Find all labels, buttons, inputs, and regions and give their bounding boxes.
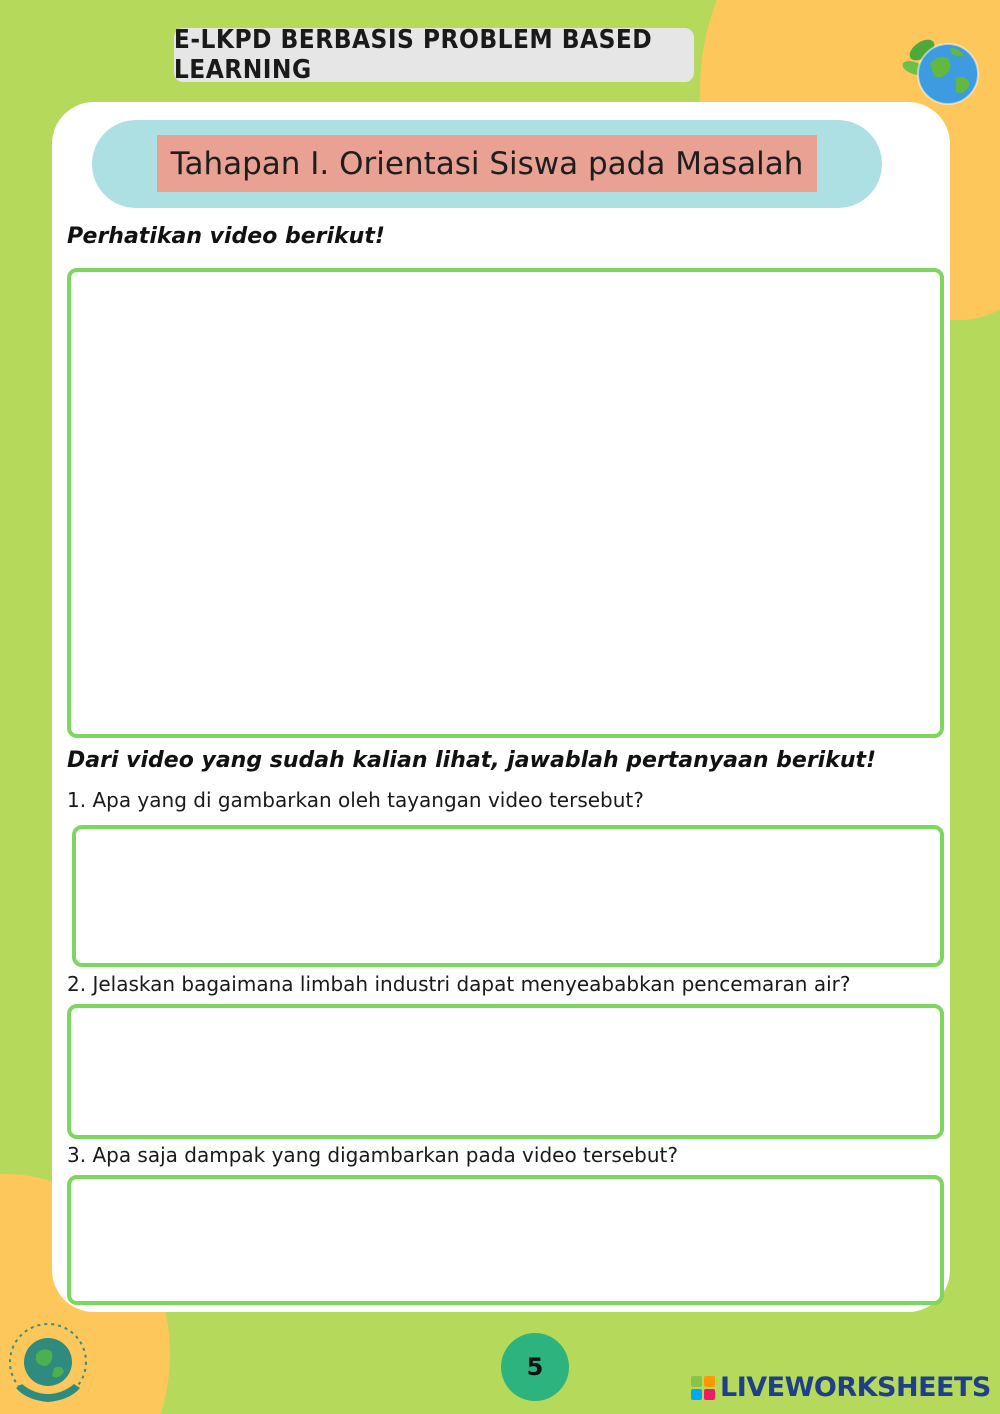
liveworksheets-logo-icon (690, 1375, 716, 1401)
answer-field-3[interactable] (67, 1175, 944, 1305)
liveworksheets-brand (690, 1372, 991, 1403)
answer-field-2[interactable] (67, 1004, 944, 1139)
video-instruction: Perhatikan video berikut! (67, 224, 385, 249)
video-frame[interactable] (67, 268, 944, 738)
question-3: 3. Apa saja dampak yang digambarkan pada video tersebut? (67, 1143, 678, 1167)
answer-field-1[interactable] (72, 825, 944, 967)
globe-hands-icon (2, 1318, 94, 1410)
questions-instruction: Dari video yang sudah kalian lihat, jawablah pertanyaan berikut! (67, 748, 877, 773)
question-1: 1. Apa yang di gambarkan oleh tayangan video tersebut? (67, 788, 644, 812)
brand-name: LIVEWORKSHEETS (720, 1372, 991, 1403)
globe-leaves-icon (900, 28, 982, 110)
page-number: 5 (501, 1333, 569, 1401)
question-2: 2. Jelaskan bagaimana limbah industri dapat menyeababkan pencemaran air? (67, 972, 851, 996)
header-title: E-LKPD BERBASIS PROBLEM BASED LEARNING (174, 28, 694, 82)
stage-title: Tahapan I. Orientasi Siswa pada Masalah (157, 135, 817, 192)
